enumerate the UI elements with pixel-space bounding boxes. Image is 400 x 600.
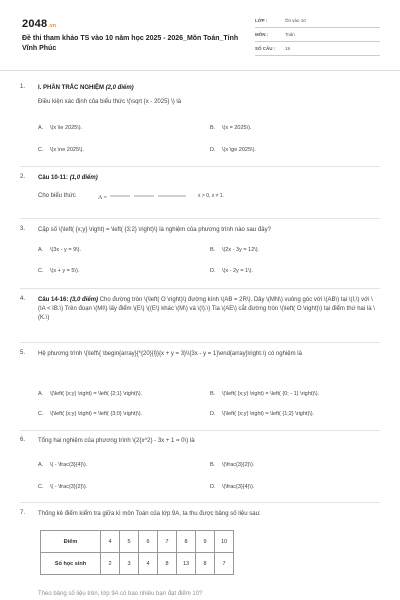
option-label: C. bbox=[38, 147, 44, 153]
table-header-cell: Số học sinh bbox=[41, 553, 101, 575]
option-b[interactable] bbox=[210, 124, 252, 132]
option-label: C. bbox=[38, 268, 44, 274]
option-c[interactable] bbox=[38, 410, 142, 418]
option-label: C. bbox=[38, 484, 44, 490]
table-cell: 7 bbox=[158, 531, 177, 553]
option-text: \(2x - 3y = 12\). bbox=[222, 247, 260, 253]
option-text: \(\frac{3}{2}\). bbox=[222, 462, 255, 468]
site-logo[interactable] bbox=[22, 18, 56, 30]
option-text: \(x - 2y = 1\). bbox=[222, 268, 254, 274]
option-b[interactable] bbox=[210, 461, 254, 469]
option-label: A. bbox=[38, 462, 44, 468]
meta-value: Ôn vào 10 bbox=[285, 18, 306, 23]
option-b[interactable] bbox=[210, 246, 259, 254]
table-cell: 2 bbox=[101, 553, 120, 575]
meta-value: Toán bbox=[285, 32, 295, 37]
question-1 bbox=[20, 84, 380, 154]
question-divider bbox=[20, 502, 380, 503]
option-text: \(\left( {x;y} \right) = \left( {0; - 1} \right)\). bbox=[222, 391, 320, 397]
question-number: 3. bbox=[20, 226, 26, 232]
document-title: Đề thi tham khảo TS vào 10 năm học 2025 - 2026_Môn Toán_Tỉnh Vĩnh Phúc bbox=[22, 35, 239, 52]
question-4 bbox=[20, 296, 380, 346]
option-text: \(x + y = 5\). bbox=[50, 268, 80, 274]
option-label: B. bbox=[210, 247, 216, 253]
section-title: Câu 14-16: bbox=[38, 297, 69, 303]
option-a[interactable] bbox=[38, 390, 142, 398]
option-text: \(3x - y = 9\). bbox=[50, 247, 82, 253]
option-a[interactable] bbox=[38, 124, 82, 132]
option-c[interactable] bbox=[38, 483, 87, 491]
svg-text:A =: A = bbox=[98, 195, 107, 201]
option-a[interactable] bbox=[38, 461, 87, 469]
table-row bbox=[41, 531, 234, 553]
table-cell: 5 bbox=[120, 531, 139, 553]
question-6 bbox=[20, 437, 380, 497]
option-label: A. bbox=[38, 247, 44, 253]
meta-panel bbox=[255, 14, 380, 56]
table-cell: 4 bbox=[139, 553, 158, 575]
question-divider bbox=[20, 166, 380, 167]
question-7-tail bbox=[20, 590, 380, 600]
question-text: Thống kê điểm kiểm tra giữa kì môn Toán của lớp 9A, ta thu được bảng số liệu sau: bbox=[38, 511, 261, 517]
table-cell: 13 bbox=[177, 553, 196, 575]
logo-domain: .vn bbox=[48, 23, 57, 29]
option-text: \(x \ne 2025\). bbox=[50, 147, 84, 153]
option-d[interactable] bbox=[210, 267, 253, 275]
score-note: (2,0 điểm) bbox=[105, 85, 134, 91]
meta-value: 19 bbox=[285, 46, 291, 51]
section-title: Câu 10-11: bbox=[38, 175, 69, 181]
question-5 bbox=[20, 350, 380, 424]
formula-condition: x > 0, x ≠ 1. bbox=[198, 193, 224, 199]
question-text: Hệ phương trình \(\left\{ \begin{array}{*{20}{l}}{x + y = 3}\\{3x - y = 1}\end{array}\right.\) có nghiệm là bbox=[38, 351, 302, 357]
meta-key: SỐ CÂU : bbox=[255, 46, 276, 51]
question-divider bbox=[20, 342, 380, 343]
option-c[interactable] bbox=[38, 146, 84, 154]
option-d[interactable] bbox=[210, 483, 254, 491]
table-cell: 8 bbox=[158, 553, 177, 575]
option-label: A. bbox=[38, 125, 44, 131]
option-label: C. bbox=[38, 411, 44, 417]
option-text: \( - \frac{3}{2}\). bbox=[50, 484, 88, 490]
option-text: \(x \le 2025\). bbox=[50, 125, 83, 131]
question-text: Cặp số \(\left( {x;y} \right) = \left( {3;2} \right)\) là nghiệm của phương trình nào sau đây? bbox=[38, 227, 271, 233]
table-row bbox=[41, 553, 234, 575]
section-title: I. PHẦN TRẮC NGHIỆM bbox=[38, 85, 104, 91]
table-cell: 8 bbox=[196, 553, 215, 575]
header-divider bbox=[0, 70, 400, 71]
option-label: D. bbox=[210, 147, 216, 153]
meta-row-subject bbox=[255, 28, 380, 42]
question-divider bbox=[20, 430, 380, 431]
question-divider bbox=[20, 288, 380, 289]
option-label: D. bbox=[210, 268, 216, 274]
question-number: 5. bbox=[20, 350, 26, 356]
option-text: \(x = 2025\). bbox=[222, 125, 252, 131]
question-text: Cho biểu thức bbox=[38, 193, 76, 199]
question-text: Tổng hai nghiệm của phương trình \(2{x^2} - 3x + 1 = 0\) là bbox=[38, 438, 195, 444]
option-text: \(\left( {x;y} \right) = \left( {3;0} \right)\). bbox=[50, 411, 143, 417]
option-d[interactable] bbox=[210, 146, 256, 154]
table-cell: 9 bbox=[196, 531, 215, 553]
option-text: \(x \ge 2025\). bbox=[222, 147, 256, 153]
question-text bbox=[38, 296, 378, 323]
score-note: (3,0 điểm) bbox=[70, 297, 99, 303]
option-d[interactable] bbox=[210, 410, 314, 418]
question-7 bbox=[20, 510, 380, 524]
document-header bbox=[20, 10, 380, 70]
option-label: A. bbox=[38, 391, 44, 397]
logo-text: 2048 bbox=[22, 18, 48, 30]
question-divider bbox=[20, 218, 380, 219]
option-label: B. bbox=[210, 462, 216, 468]
option-a[interactable] bbox=[38, 246, 81, 254]
expression-formula bbox=[98, 188, 198, 204]
option-text: \(\frac{3}{4}\). bbox=[222, 484, 255, 490]
question-tail-text: Theo bảng số liệu trên, lớp 9A có bao nhiêu bạn đạt điểm 10? bbox=[38, 591, 203, 597]
question-3 bbox=[20, 226, 380, 286]
table-cell: 3 bbox=[120, 553, 139, 575]
table-cell: 6 bbox=[139, 531, 158, 553]
option-text: \(\left( {x;y} \right) = \left( {1;2} \right)\). bbox=[222, 411, 315, 417]
question-number: 2. bbox=[20, 174, 26, 180]
question-number: 4. bbox=[20, 296, 26, 302]
table-header-cell: Điểm bbox=[41, 531, 101, 553]
option-label: B. bbox=[210, 125, 216, 131]
meta-row-class bbox=[255, 14, 380, 28]
question-number: 6. bbox=[20, 437, 26, 443]
question-text: Điều kiện xác định của biểu thức \(\sqrt {x - 2025} \) là bbox=[38, 99, 182, 105]
question-number: 1. bbox=[20, 84, 26, 90]
option-label: D. bbox=[210, 411, 216, 417]
table-cell: 10 bbox=[215, 531, 234, 553]
question-body: Cho đường tròn \(\left( O \right)\) đường kính \(AB = 2R\). Dây \(MN\) vuông góc với \(AB\) tại \(I,\) với \(IA < IB.\) Trên đoạn \(MI\) lấy điểm \(E\) \((E\) khác \(M\) và \(I).\) Tia \(AE\) cắt đường tròn \(\left( O \right)\) tại điểm thứ hai là \(K.\) bbox=[38, 297, 375, 321]
option-text: \( - \frac{3}{4}\). bbox=[50, 462, 88, 468]
option-c[interactable] bbox=[38, 267, 79, 275]
question-number: 7. bbox=[20, 510, 26, 516]
option-text: \(\left( {x;y} \right) = \left( {2;1} \right)\). bbox=[50, 391, 143, 397]
score-note: (1,0 điểm) bbox=[69, 175, 98, 181]
score-table bbox=[40, 530, 234, 575]
table-cell: 8 bbox=[177, 531, 196, 553]
meta-key: MÔN : bbox=[255, 32, 269, 37]
option-label: D. bbox=[210, 484, 216, 490]
meta-row-count bbox=[255, 42, 380, 56]
meta-key: LỚP : bbox=[255, 18, 268, 23]
option-label: B. bbox=[210, 391, 216, 397]
question-head bbox=[38, 84, 378, 93]
option-b[interactable] bbox=[210, 390, 319, 398]
table-cell: 4 bbox=[101, 531, 120, 553]
question-head bbox=[38, 174, 378, 183]
question-2 bbox=[20, 174, 380, 206]
table-cell: 7 bbox=[215, 553, 234, 575]
